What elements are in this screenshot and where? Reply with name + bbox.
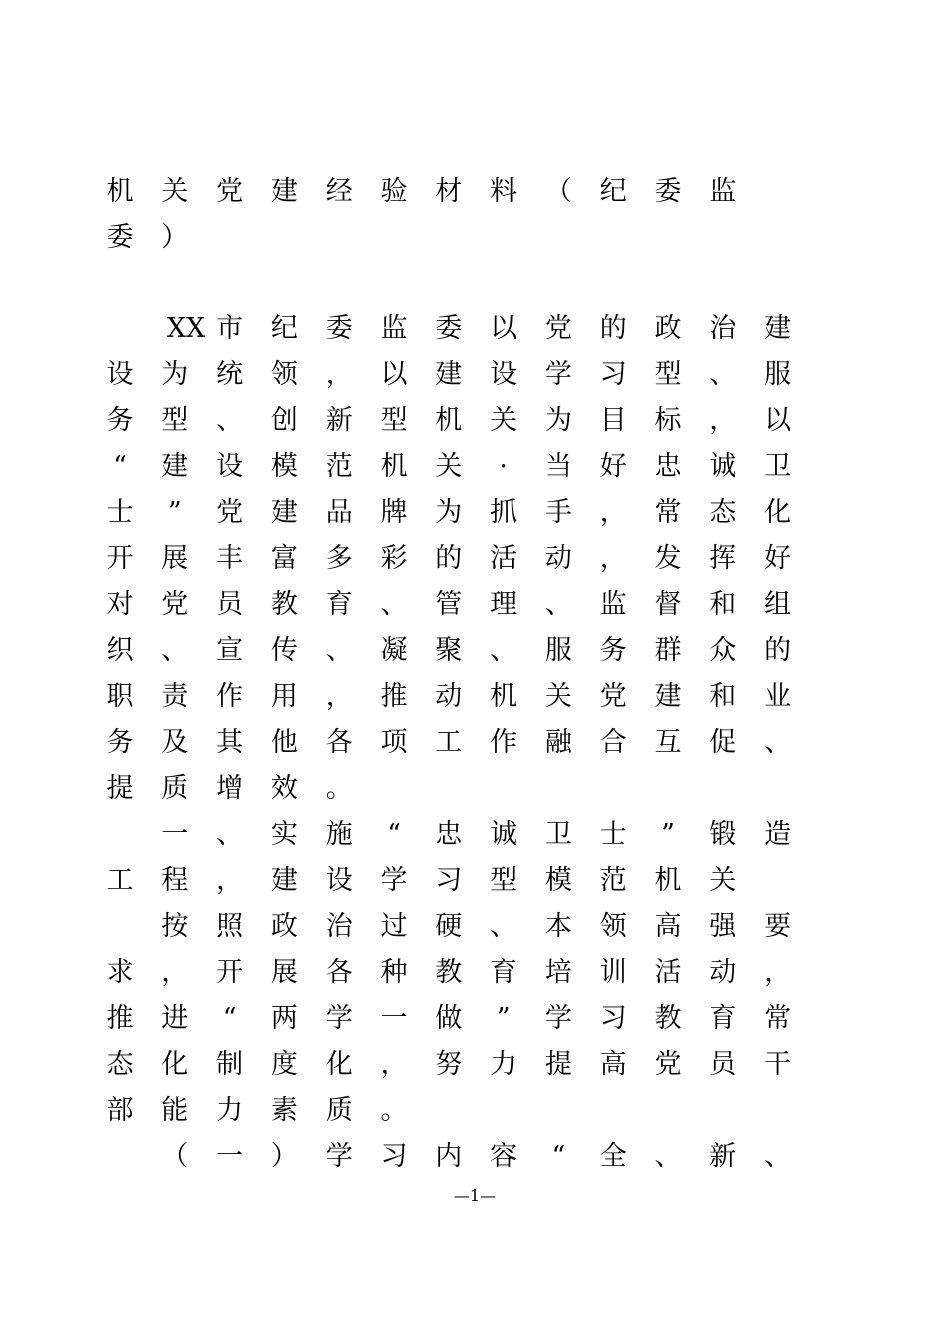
char: 展: [270, 957, 298, 988]
char: 态: [106, 1049, 134, 1080]
char: 教: [654, 1003, 682, 1034]
char: 教: [270, 589, 298, 620]
char: ”: [496, 1003, 511, 1034]
char: 态: [709, 497, 737, 528]
body-line: [0, 725, 950, 761]
char: 提: [544, 1049, 572, 1080]
title-line: [0, 174, 950, 210]
char: 两: [270, 1003, 298, 1034]
char: 力: [490, 1049, 518, 1080]
char: 统: [216, 359, 244, 390]
char: 委: [325, 313, 353, 344]
char: 动: [544, 543, 572, 574]
char: 党: [544, 313, 572, 344]
char: 习: [380, 1141, 408, 1172]
char: 好: [599, 451, 627, 482]
char: 治: [325, 911, 353, 942]
char: 众: [709, 635, 737, 666]
char: 纪: [599, 176, 627, 207]
body-line: [0, 633, 950, 669]
body-line: [0, 1093, 950, 1129]
char: 机: [380, 451, 408, 482]
char: 展: [161, 543, 189, 574]
char: 互: [654, 727, 682, 758]
char: 的: [764, 635, 792, 666]
char: 卫: [544, 819, 572, 850]
body-line: [0, 541, 950, 577]
char: 经: [325, 176, 353, 207]
char: 为: [544, 405, 572, 436]
char: 项: [380, 727, 408, 758]
char: 开: [216, 957, 244, 988]
char: ，: [599, 543, 627, 574]
char: 建: [161, 451, 189, 482]
body-line: [0, 909, 950, 945]
char: 活: [654, 957, 682, 988]
char: 关: [435, 451, 463, 482]
char: 抓: [490, 497, 518, 528]
char: 高: [599, 1049, 627, 1080]
char: 卫: [764, 451, 792, 482]
char: 各: [325, 727, 353, 758]
char: 型: [654, 359, 682, 390]
char: 务: [106, 405, 134, 436]
char: 和: [709, 681, 737, 712]
char: 做: [435, 1003, 463, 1034]
char: 、: [764, 727, 792, 758]
body-line: [0, 449, 950, 485]
char: 设: [216, 451, 244, 482]
char: 监: [709, 176, 737, 207]
char: 化: [764, 497, 792, 528]
char: XX: [166, 313, 206, 344]
char: 标: [654, 405, 682, 436]
char: 进: [161, 1003, 189, 1034]
char: 培: [544, 957, 572, 988]
char: 各: [325, 957, 353, 988]
char: 其: [216, 727, 244, 758]
char: 、: [709, 359, 737, 390]
char: 诚: [709, 451, 737, 482]
char: 对: [106, 589, 134, 620]
char: 、: [325, 635, 353, 666]
char: 融: [544, 727, 572, 758]
char: 制: [216, 1049, 244, 1080]
char: 员: [709, 1049, 737, 1080]
char: 治: [709, 313, 737, 344]
char: 模: [544, 865, 572, 896]
char: ，: [216, 865, 244, 896]
char: 、: [216, 819, 244, 850]
char: “: [387, 819, 401, 850]
char: 教: [435, 957, 463, 988]
char: 组: [764, 589, 792, 620]
char: 活: [490, 543, 518, 574]
char: 一: [161, 819, 189, 850]
char: 建: [270, 865, 298, 896]
char: 党: [654, 1049, 682, 1080]
char: 督: [654, 589, 682, 620]
char: 学: [544, 359, 572, 390]
char: 锻: [709, 819, 737, 850]
char: 。: [325, 773, 353, 804]
char: 的: [599, 313, 627, 344]
char: 提: [106, 773, 134, 804]
char: 当: [544, 451, 572, 482]
char: “: [551, 1141, 566, 1172]
char: 干: [764, 1049, 792, 1080]
char: 务: [106, 727, 134, 758]
body-line: [0, 771, 950, 807]
char: 品: [325, 497, 353, 528]
char: 型: [380, 405, 408, 436]
char: 彩: [380, 543, 408, 574]
char: 质: [161, 773, 189, 804]
char: 、: [380, 589, 408, 620]
char: 促: [709, 727, 737, 758]
char: 范: [325, 451, 353, 482]
char: 机: [654, 865, 682, 896]
char: 富: [270, 543, 298, 574]
char: 新: [709, 1141, 737, 1172]
char: 质: [325, 1095, 353, 1126]
char: 学: [325, 1141, 353, 1172]
char: 种: [380, 957, 408, 988]
char: 开: [106, 543, 134, 574]
char: 动: [709, 957, 737, 988]
char: 造: [764, 819, 792, 850]
char: 要: [764, 911, 792, 942]
char: 合: [599, 727, 627, 758]
char: 群: [654, 635, 682, 666]
char: ，: [161, 957, 189, 988]
char: 好: [764, 543, 792, 574]
char: 全: [599, 1141, 627, 1172]
char: 、: [544, 589, 572, 620]
char: 建: [654, 681, 682, 712]
body-line: [0, 1047, 950, 1083]
body-line: [0, 403, 950, 439]
char: 诚: [490, 819, 518, 850]
body-line: [0, 679, 950, 715]
char: 推: [106, 1003, 134, 1034]
char: 传: [270, 635, 298, 666]
char: 强: [709, 911, 737, 942]
char: 建: [270, 497, 298, 528]
char: 程: [161, 865, 189, 896]
char: 动: [435, 681, 463, 712]
char: 忠: [654, 451, 682, 482]
char: 务: [599, 635, 627, 666]
char: 模: [270, 451, 298, 482]
char: （: [161, 1141, 189, 1172]
char: ，: [764, 957, 792, 988]
char: 市: [216, 313, 244, 344]
char: 关: [709, 865, 737, 896]
char: 和: [709, 589, 737, 620]
body-line: [0, 1139, 950, 1175]
char: 、: [216, 405, 244, 436]
char: ，: [709, 405, 737, 436]
char: 容: [490, 1141, 518, 1172]
body-line: [0, 955, 950, 991]
char: 学: [325, 1003, 353, 1034]
char: 效: [270, 773, 298, 804]
char: 材: [435, 176, 463, 207]
char: 本: [544, 911, 572, 942]
body-line: [0, 1001, 950, 1037]
char: 以: [380, 359, 408, 390]
char: 素: [270, 1095, 298, 1126]
char: “: [113, 451, 127, 482]
char: 委: [435, 313, 463, 344]
char: 习: [435, 865, 463, 896]
char: 建: [270, 176, 298, 207]
char: ，: [325, 359, 353, 390]
char: 实: [270, 819, 298, 850]
char: 监: [599, 589, 627, 620]
char: 纪: [270, 313, 298, 344]
char: 内: [435, 1141, 463, 1172]
char: 化: [325, 1049, 353, 1080]
char: 关: [490, 405, 518, 436]
char: 政: [270, 911, 298, 942]
char: 委: [106, 222, 134, 253]
char: 党: [161, 589, 189, 620]
char: 党: [216, 176, 244, 207]
char: 党: [599, 681, 627, 712]
char: 关: [161, 176, 189, 207]
body-line: [0, 311, 950, 347]
char: ，: [325, 681, 353, 712]
char: 理: [490, 589, 518, 620]
char: 他: [270, 727, 298, 758]
char: 士: [106, 497, 134, 528]
char: 、: [764, 1141, 792, 1172]
char: 作: [216, 681, 244, 712]
body-line: [0, 495, 950, 531]
char: 能: [161, 1095, 189, 1126]
char: 目: [599, 405, 627, 436]
char: 宣: [216, 635, 244, 666]
char: 士: [599, 819, 627, 850]
char: 职: [106, 681, 134, 712]
char: 管: [435, 589, 463, 620]
char: 习: [599, 1003, 627, 1034]
char: 、: [161, 635, 189, 666]
char: ”: [661, 819, 675, 850]
char: 机: [435, 405, 463, 436]
char: 委: [654, 176, 682, 207]
char: 求: [106, 957, 134, 988]
char: 、: [490, 911, 518, 942]
char: 工: [106, 865, 134, 896]
char: 挥: [709, 543, 737, 574]
char: 硬: [435, 911, 463, 942]
char: 一: [216, 1141, 244, 1172]
char: ”: [167, 497, 182, 528]
char: 机: [490, 681, 518, 712]
char: 凝: [380, 635, 408, 666]
char: 忠: [435, 819, 463, 850]
char: 推: [380, 681, 408, 712]
char: 学: [380, 865, 408, 896]
char: 领: [599, 911, 627, 942]
char: 学: [544, 1003, 572, 1034]
char: 多: [325, 543, 353, 574]
char: 的: [435, 543, 463, 574]
char: ）: [270, 1141, 298, 1172]
char: 用: [270, 681, 298, 712]
char: 作: [490, 727, 518, 758]
char: 机: [106, 176, 134, 207]
char: 习: [599, 359, 627, 390]
char: 为: [161, 359, 189, 390]
char: 。: [380, 1095, 408, 1126]
char: ，: [599, 497, 627, 528]
char: 政: [654, 313, 682, 344]
char: 部: [106, 1095, 134, 1126]
char: 验: [380, 176, 408, 207]
char: 丰: [216, 543, 244, 574]
char: 业: [764, 681, 792, 712]
char: 手: [544, 497, 572, 528]
char: 按: [161, 911, 189, 942]
char: 、: [490, 635, 518, 666]
title-line: [0, 220, 950, 256]
char: 育: [709, 1003, 737, 1034]
body-line: [0, 587, 950, 623]
char: 化: [161, 1049, 189, 1080]
body-line: [0, 357, 950, 393]
char: “: [222, 1003, 237, 1034]
char: 设: [490, 359, 518, 390]
char: 服: [764, 359, 792, 390]
char: 施: [325, 819, 353, 850]
char: 监: [380, 313, 408, 344]
char: 创: [270, 405, 298, 436]
char: 聚: [435, 635, 463, 666]
body-line: [0, 817, 950, 853]
char: 常: [654, 497, 682, 528]
char: 、: [654, 1141, 682, 1172]
char: 力: [216, 1095, 244, 1126]
char: 及: [161, 727, 189, 758]
char: 一: [380, 1003, 408, 1034]
char: 工: [435, 727, 463, 758]
char: 型: [490, 865, 518, 896]
char: 设: [106, 359, 134, 390]
char: 增: [216, 773, 244, 804]
char: 员: [216, 589, 244, 620]
char: 努: [435, 1049, 463, 1080]
body-line: [0, 863, 950, 899]
char: ，: [380, 1049, 408, 1080]
char: ）: [161, 222, 189, 253]
char: 责: [161, 681, 189, 712]
char: 常: [764, 1003, 792, 1034]
char: 党: [216, 497, 244, 528]
char: 以: [490, 313, 518, 344]
char: 新: [325, 405, 353, 436]
char: （: [544, 176, 572, 207]
char: 育: [490, 957, 518, 988]
char: ·: [499, 451, 508, 482]
char: 以: [764, 405, 792, 436]
page-number: —1—: [453, 1186, 497, 1205]
char: 设: [325, 865, 353, 896]
char: 建: [764, 313, 792, 344]
char: 度: [270, 1049, 298, 1080]
char: 高: [654, 911, 682, 942]
char: 牌: [380, 497, 408, 528]
char: 建: [435, 359, 463, 390]
char: 训: [599, 957, 627, 988]
char: 育: [325, 589, 353, 620]
char: 型: [161, 405, 189, 436]
char: 关: [544, 681, 572, 712]
char: 服: [544, 635, 572, 666]
char: 领: [270, 359, 298, 390]
char: 料: [490, 176, 518, 207]
char: 范: [599, 865, 627, 896]
char: 过: [380, 911, 408, 942]
char: 照: [216, 911, 244, 942]
char: 织: [106, 635, 134, 666]
char: 为: [435, 497, 463, 528]
char: 发: [654, 543, 682, 574]
